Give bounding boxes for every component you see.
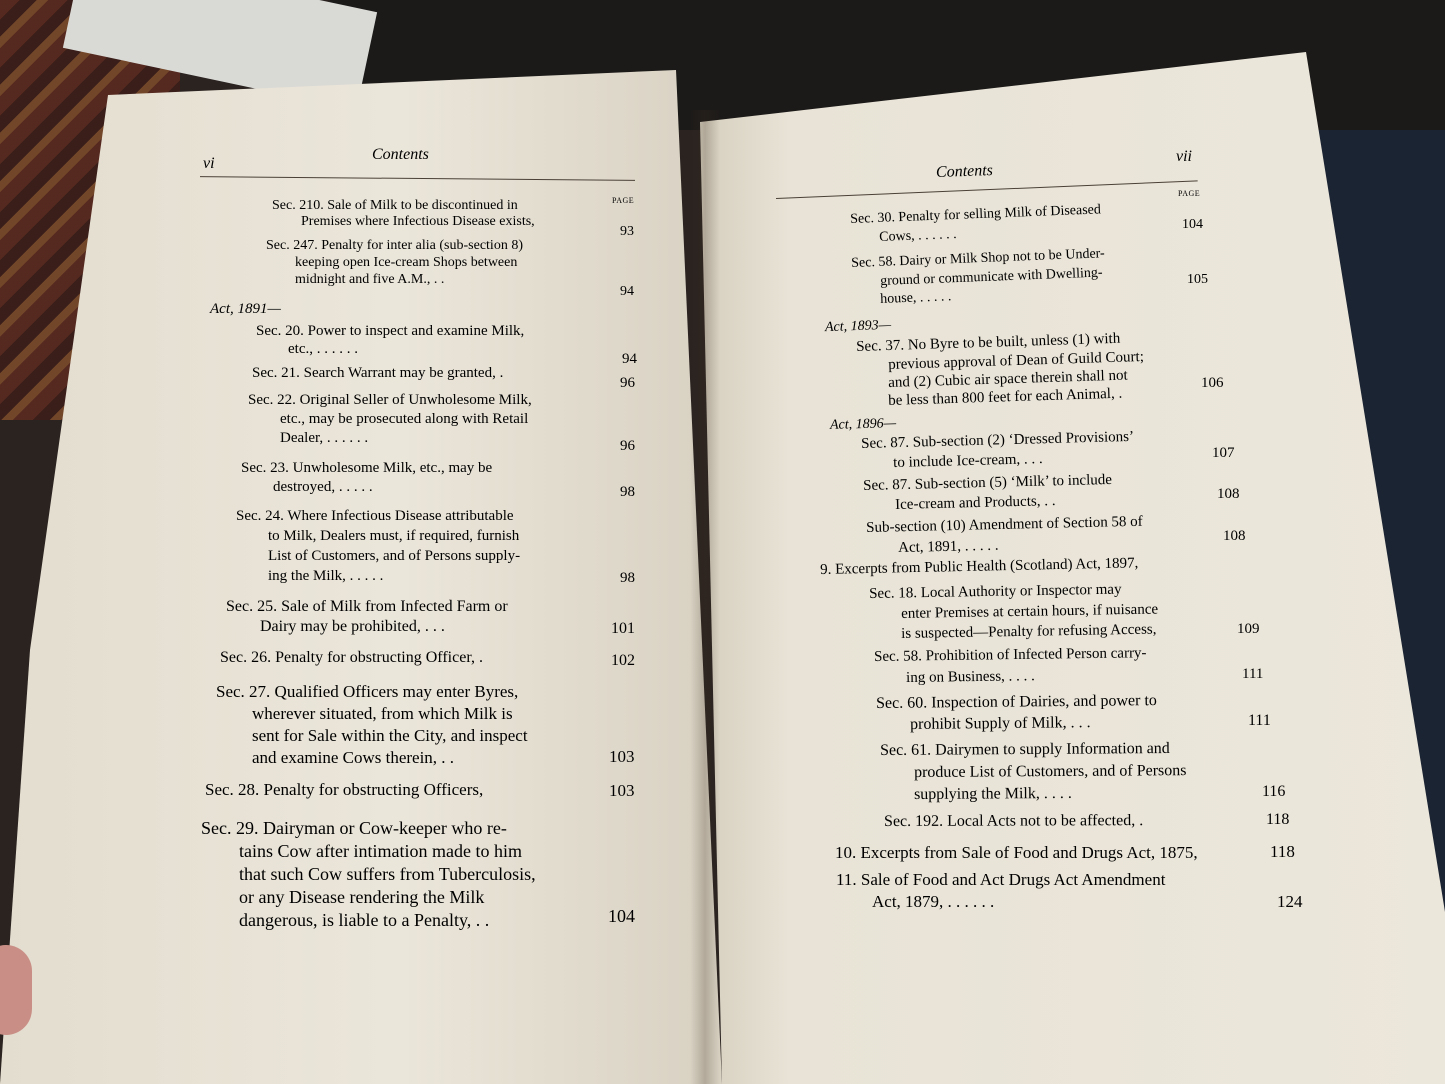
right-entry-line: Cows, . . . . . . [878,227,957,245]
right-entry-line: be less than 800 feet for each Animal, . [887,385,1123,409]
left-entry-line: or any Disease rendering the Milk [239,887,485,907]
right-entry-line: Sec. 61. Dairymen to supply Information and [879,739,1170,759]
right-entry-line: ground or communicate with Dwelling- [879,265,1103,289]
left-entry-line: Dealer, . . . . . . [280,430,369,446]
left-entry-page-number: 101 [611,620,635,637]
left-entry-line: Sec. 21. Search Warrant may be granted, . [252,365,504,381]
right-entry-line: Sec. 37. No Byre to be built, unless (1) with [855,330,1121,355]
right-entry-page-number: 116 [1262,783,1286,800]
left-section-heading: Act, 1891— [210,301,281,317]
right-entry-line: Ice-cream and Products, . . [894,493,1056,513]
right-entry-line: Sec. 87. Sub-section (5) ‘Milk’ to include [862,471,1113,494]
right-entry-line: Act, 1879, . . . . . . [872,892,995,911]
left-entry-page-number: 98 [620,484,635,500]
right-entry-line: is suspected—Penalty for refusing Access, [900,621,1157,642]
right-entry-page-number: 107 [1212,445,1235,461]
right-entry-line: Sec. 87. Sub-section (2) ‘Dressed Provisions’ [860,428,1135,452]
left-entry-page-number: 96 [620,375,635,391]
right-entry-line: Sub-section (10) Amendment of Section 58 of [865,513,1143,536]
left-entry-page-number: 94 [622,351,637,367]
left-page-number: vi [203,155,215,172]
left-entry-line: that such Cow suffers from Tuberculosis, [239,864,536,884]
left-entry-page-number: 94 [620,284,634,299]
right-entry-line: Sec. 60. Inspection of Dairies, and power to [875,692,1157,712]
left-entry-line: List of Customers, and of Persons supply- [268,548,521,564]
left-entry-line: Dairy may be prohibited, . . . [260,618,445,635]
left-running-header: Contents [372,146,429,163]
left-entry-line: Sec. 210. Sale of Milk to be discontinued in [272,198,518,213]
left-entry-page-number: 93 [620,224,634,239]
right-entry-page-number: 106 [1201,375,1224,391]
right-entry-line: prohibit Supply of Milk, . . . [909,714,1091,733]
right-entry-line: Sec. 30. Penalty for selling Milk of Diseased [849,202,1102,227]
left-entry-page-number: 98 [620,570,635,586]
right-entry-line: produce List of Customers, and of Persons [913,762,1187,781]
right-entry-line: 10. Excerpts from Sale of Food and Drugs Act, 1875, [835,843,1198,862]
left-entry-line: Sec. 26. Penalty for obstructing Officer, . [220,649,483,666]
left-entry-page-number: 104 [608,906,635,926]
left-entry-line: sent for Sale within the City, and inspect [252,726,528,745]
right-entry-line: 11. Sale of Food and Act Drugs Act Amendment [836,870,1166,889]
left-page-label: PAGE [612,196,635,205]
left-entry-page-number: 102 [611,652,635,669]
left-entry-line: to Milk, Dealers must, if required, furnish [268,528,520,544]
left-entry-line: etc., . . . . . . [288,341,358,357]
right-entry-page-number: 111 [1248,712,1271,729]
left-entry-line: Sec. 23. Unwholesome Milk, etc., may be [241,460,493,476]
right-page-label: PAGE [1178,189,1201,198]
right-entry-page-number: 118 [1266,811,1290,828]
left-entry-line: Sec. 22. Original Seller of Unwholesome Milk, [248,392,532,408]
left-header-rule [200,176,635,181]
right-entry-line: Sec. 58. Dairy or Milk Shop not to be Under- [850,246,1105,271]
left-entry-line: tains Cow after intimation made to him [239,841,522,861]
right-page-number: vii [1176,148,1192,165]
right-entry-page-number: 124 [1277,892,1303,911]
left-entry-line: dangerous, is liable to a Penalty, . . [239,910,490,930]
left-entry-line: etc., may be prosecuted along with Retail [280,411,529,427]
right-entry-line: Sec. 192. Local Acts not to be affected, . [883,812,1144,830]
left-entry-page-number: 103 [609,781,635,800]
right-entry-line: house, . . . . . [879,289,952,307]
left-entry-line: destroyed, . . . . . [273,479,373,495]
right-entry-line: 9. Excerpts from Public Health (Scotland) Act, 1897, [819,555,1139,578]
right-entry-line: previous approval of Dean of Guild Court; [887,348,1145,373]
left-entry-line: wherever situated, from which Milk is [252,704,513,723]
left-entry-line: Sec. 247. Penalty for inter alia (sub-section 8) [266,238,523,253]
right-section-heading: Act, 1896— [829,416,897,433]
left-entry-line: Sec. 24. Where Infectious Disease attributable [236,508,514,524]
right-entry-page-number: 108 [1217,486,1240,502]
right-entry-page-number: 104 [1182,217,1203,232]
right-entry-line: Sec. 18. Local Authority or Inspector may [868,581,1122,602]
right-entry-page-number: 111 [1242,666,1264,682]
left-entry-line: Sec. 29. Dairyman or Cow-keeper who re- [201,818,507,838]
right-section-heading: Act, 1893— [824,317,892,336]
right-entry-line: Act, 1891, . . . . . [897,537,999,556]
left-entry-page-number: 103 [609,747,635,766]
right-entry-page-number: 105 [1187,272,1208,287]
left-entry-line: keeping open Ice-cream Shops between [295,255,518,270]
right-entry-line: and (2) Cubic air space therein shall not [887,367,1128,391]
left-entry-line: and examine Cows therein, . . [252,748,455,767]
left-entry-line: midnight and five A.M., . . [295,272,445,287]
left-entry-page-number: 96 [620,438,635,454]
right-entry-page-number: 109 [1237,621,1260,637]
right-entry-line: enter Premises at certain hours, if nuisance [900,601,1159,622]
right-entry-line: ing on Business, . . . . [905,668,1035,686]
left-entry-line: Sec. 20. Power to inspect and examine Milk, [256,323,525,339]
right-entry-page-number: 118 [1270,842,1295,861]
left-entry-line: ing the Milk, . . . . . [268,568,384,584]
right-running-header: Contents [935,162,994,181]
left-entry-line: Sec. 27. Qualified Officers may enter Byres, [216,682,519,701]
right-header-rule [776,180,1201,199]
right-entry-line: supplying the Milk, . . . . [913,784,1072,803]
left-entry-line: Sec. 28. Penalty for obstructing Officers, [205,780,484,799]
right-entry-line: to include Ice-cream, . . . [892,451,1043,471]
right-entry-page-number: 108 [1223,528,1246,544]
left-entry-line: Sec. 25. Sale of Milk from Infected Farm or [226,598,508,615]
left-entry-line: Premises where Infectious Disease exists, [301,214,535,229]
right-entry-line: Sec. 58. Prohibition of Infected Person carry- [873,645,1147,665]
